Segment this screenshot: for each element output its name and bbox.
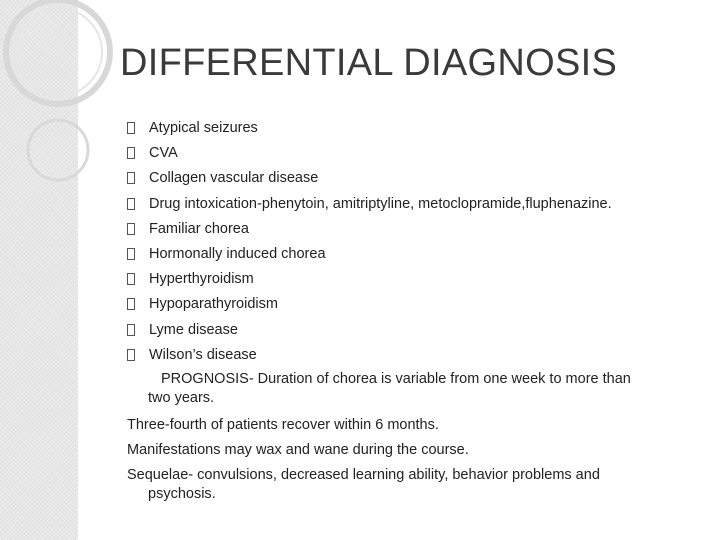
large-ring [6, 0, 110, 104]
list-item-text: Lyme disease [149, 321, 238, 338]
bullet-icon [127, 172, 135, 184]
list-item [127, 117, 612, 142]
prognosis-line-2: two years. [148, 390, 215, 406]
list-item-text: Familiar chorea [149, 220, 249, 237]
sequelae-paragraph [127, 466, 687, 504]
recovery-paragraph: Three-fourth of patients recover within 6 months. [127, 417, 439, 433]
small-ring [28, 120, 88, 180]
list-item-text: Hormonally induced chorea [149, 245, 326, 262]
manifestations-paragraph: Manifestations may wax and wane during the course. [127, 442, 469, 458]
list-item-text: Atypical seizures [149, 120, 258, 136]
list-item-text: Hypoparathyroidism [149, 296, 278, 313]
bullet-icon [127, 349, 135, 361]
list-item [127, 319, 612, 344]
sequelae-line-2: psychosis. [148, 486, 216, 502]
inner-ring [14, 8, 102, 96]
list-item-text: Hyperthyroidism [149, 271, 254, 288]
bullet-icon [127, 298, 135, 310]
list-item [127, 268, 612, 293]
prognosis-paragraph [127, 370, 687, 408]
list-item [127, 142, 612, 167]
bullet-icon [127, 324, 135, 336]
diagnosis-list [127, 117, 612, 369]
bullet-icon [127, 223, 135, 235]
list-item-text: Collagen vascular disease [149, 170, 319, 187]
list-item [127, 193, 612, 218]
bullet-icon [127, 198, 135, 210]
list-item [127, 167, 612, 192]
list-item [127, 293, 612, 318]
list-item-text: Wilson’s disease [149, 346, 257, 363]
bullet-icon [127, 248, 135, 260]
bullet-icon [127, 122, 135, 134]
slide-title: DIFFERENTIAL DIAGNOSIS [120, 42, 618, 84]
bullet-icon [127, 147, 135, 159]
prognosis-line-1: PROGNOSIS- Duration of chorea is variable from one week to more than [161, 371, 631, 387]
list-item [127, 243, 612, 268]
bullet-icon [127, 273, 135, 285]
list-item-text: Drug intoxication-phenytoin, amitriptyline, metoclopramide,fluphenazine. [149, 195, 612, 212]
sequelae-line-1: Sequelae- convulsions, decreased learning ability, behavior problems and [127, 467, 600, 483]
list-item [127, 344, 612, 369]
list-item-text: CVA [149, 145, 178, 162]
list-item [127, 218, 612, 243]
